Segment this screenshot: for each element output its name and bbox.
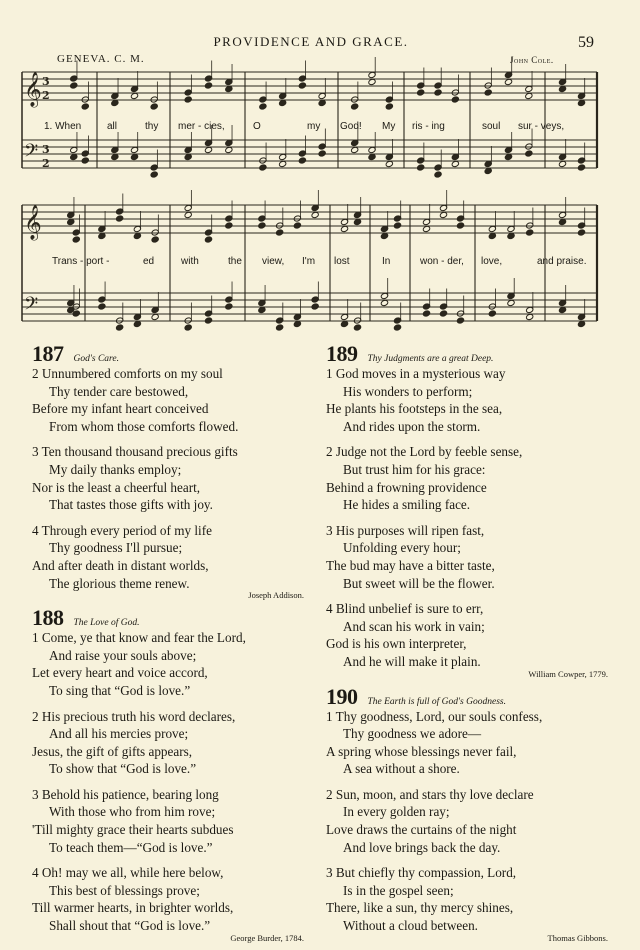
note-head bbox=[451, 160, 459, 167]
lyric-syllable: My bbox=[382, 121, 396, 132]
verse-line: 4 Oh! may we all, while here below, bbox=[32, 865, 224, 881]
verse-line: 2 Sun, moon, and stars thy love declare bbox=[326, 786, 534, 802]
note-head bbox=[353, 324, 361, 331]
note-head bbox=[225, 146, 233, 153]
verse-line: A sea without a shore. bbox=[343, 761, 460, 777]
note-head bbox=[311, 211, 319, 218]
verse-line: 3 But chiefly thy compassion, Lord, bbox=[326, 865, 517, 881]
note-head bbox=[417, 164, 425, 171]
note-head bbox=[225, 303, 233, 310]
note-head bbox=[279, 99, 287, 106]
hymn-attribution: Thomas Gibbons. bbox=[547, 932, 608, 943]
treble-clef: 𝄞 bbox=[24, 72, 42, 107]
verse-line: 1 Thy goodness, Lord, our souls confess, bbox=[326, 708, 543, 724]
note-head bbox=[259, 103, 267, 110]
note-head bbox=[151, 236, 159, 243]
note-head bbox=[417, 89, 425, 96]
note-head bbox=[318, 150, 326, 157]
left-column bbox=[32, 343, 304, 950]
clefs bbox=[24, 72, 50, 319]
note-head bbox=[340, 320, 348, 327]
lyric-syllable: thy bbox=[145, 121, 159, 132]
verse-line: 3 His purposes will ripen fast, bbox=[326, 522, 485, 538]
lyric-syllable: soul bbox=[482, 121, 501, 132]
note-head bbox=[298, 82, 306, 89]
lyric-syllable: Trans - port - bbox=[52, 256, 110, 267]
verse-line: And scan his work in vain; bbox=[343, 618, 485, 634]
verse-line: To teach them—“God is love.” bbox=[49, 839, 213, 855]
time-signature: 3 bbox=[42, 75, 50, 88]
hymn-attribution: George Burder, 1784. bbox=[230, 932, 304, 943]
note-head bbox=[488, 232, 496, 239]
note-head bbox=[293, 320, 301, 327]
note-head bbox=[70, 153, 78, 160]
lyric-syllable: I'm bbox=[302, 256, 316, 267]
lyric-syllable: O bbox=[253, 121, 261, 132]
note-head bbox=[558, 85, 566, 92]
stanza bbox=[32, 864, 304, 934]
note-head bbox=[81, 157, 89, 164]
note-head bbox=[353, 218, 361, 225]
note-head bbox=[456, 222, 464, 229]
hymn-attribution: William Cowper, 1779. bbox=[528, 668, 608, 679]
note-head bbox=[422, 310, 430, 317]
note-head bbox=[116, 324, 124, 331]
verse-line: To sing that “God is love.” bbox=[49, 682, 191, 698]
note-head bbox=[133, 320, 141, 327]
verse-line: God is his own interpreter, bbox=[326, 636, 467, 652]
note-head bbox=[204, 146, 212, 153]
hymn-heading bbox=[32, 607, 304, 629]
note-head bbox=[116, 215, 124, 222]
stanza bbox=[32, 443, 304, 513]
note-head bbox=[385, 103, 393, 110]
verse-line: 2 Unnumbered comforts on my soul bbox=[32, 366, 223, 381]
stanza bbox=[326, 443, 608, 513]
note-head bbox=[150, 171, 158, 178]
verse-line: The glorious theme renew. bbox=[49, 575, 190, 591]
verse-line: In every golden ray; bbox=[343, 804, 450, 820]
verse-line: My daily thanks employ; bbox=[49, 461, 182, 477]
time-signature: 2 bbox=[42, 157, 50, 170]
verse-line: And all his mercies prove; bbox=[49, 726, 189, 742]
verse-line: From whom those comforts flowed. bbox=[49, 418, 239, 434]
lyric-syllable: won - der, bbox=[420, 256, 464, 267]
verse-line: Love draws the curtains of the night bbox=[326, 822, 517, 838]
note-head bbox=[184, 153, 192, 160]
hymn-189 bbox=[326, 343, 608, 680]
stanza bbox=[326, 600, 608, 670]
note-head bbox=[577, 99, 585, 106]
note-head bbox=[184, 96, 192, 103]
stanza bbox=[326, 708, 608, 778]
verse-line: His wonders to perform; bbox=[343, 383, 473, 399]
hymn-title: The Earth is full of God's Goodness. bbox=[367, 696, 506, 707]
right-column bbox=[326, 343, 608, 950]
verse-line: And he will make it plain. bbox=[343, 653, 481, 669]
verse-line: But sweet will be the flower. bbox=[343, 575, 495, 591]
hymn-heading bbox=[326, 343, 608, 365]
note-head bbox=[351, 103, 359, 110]
lyric-syllable: view, bbox=[262, 256, 285, 267]
verse-line: 1 Come, ye that know and fear the Lord, bbox=[32, 630, 246, 646]
note-head bbox=[298, 157, 306, 164]
note-head bbox=[504, 153, 512, 160]
bass-clef: 𝄢 bbox=[24, 141, 39, 166]
verse-line: 1 God moves in a mysterious way bbox=[326, 366, 506, 381]
note-head bbox=[259, 164, 267, 171]
verse-line: 4 Blind unbelief is sure to err, bbox=[326, 601, 484, 617]
stanza bbox=[326, 786, 608, 856]
note-head bbox=[526, 229, 534, 236]
note-head bbox=[380, 299, 388, 306]
verse-line: And love brings back the day. bbox=[343, 839, 501, 855]
note-head bbox=[130, 92, 138, 99]
stanza bbox=[326, 522, 608, 592]
hymn-attribution: Joseph Addison. bbox=[248, 590, 304, 601]
lyric-syllable: In bbox=[382, 256, 391, 267]
verse-line: He plants his footsteps in the sea, bbox=[326, 401, 503, 417]
page-number: 59 bbox=[578, 34, 594, 51]
note-head bbox=[422, 225, 430, 232]
lyric-syllable: sur - veys, bbox=[518, 121, 565, 132]
note-head bbox=[351, 146, 359, 153]
note-head bbox=[456, 317, 464, 324]
stanza bbox=[32, 708, 304, 778]
verse-line: A spring whose blessings never fail, bbox=[326, 743, 517, 759]
note-head bbox=[577, 320, 585, 327]
verse-line: Nor is the least a cheerful heart, bbox=[32, 479, 201, 495]
verse-line: Till warmer hearts, in brighter worlds, bbox=[32, 900, 234, 916]
note-head bbox=[67, 218, 75, 225]
hymn-heading bbox=[32, 343, 304, 365]
note-heads bbox=[67, 57, 586, 331]
note-head bbox=[577, 229, 585, 236]
lyric-syllable: ris - ing bbox=[412, 121, 445, 132]
lyric-syllable: mer - cies, bbox=[178, 121, 225, 132]
note-head bbox=[204, 317, 212, 324]
note-head bbox=[507, 232, 515, 239]
stanza bbox=[32, 522, 304, 592]
note-head bbox=[111, 153, 119, 160]
hymn-number: 188 bbox=[32, 605, 64, 631]
stanza bbox=[32, 365, 304, 435]
lyric-syllable: and praise. bbox=[537, 256, 587, 267]
note-head bbox=[225, 222, 233, 229]
note-head bbox=[184, 211, 192, 218]
staff-lines bbox=[22, 72, 597, 321]
note-head bbox=[393, 324, 401, 331]
note-head bbox=[276, 229, 284, 236]
time-signature: 2 bbox=[42, 89, 50, 102]
lyric-syllable: love, bbox=[481, 256, 503, 267]
note-head bbox=[504, 78, 512, 85]
hymn-190 bbox=[326, 683, 608, 944]
verse-line: This best of blessings prove; bbox=[49, 882, 200, 898]
stanza bbox=[32, 786, 304, 856]
tune-name: GENEVA. C. M. bbox=[57, 53, 145, 65]
time-signature: 3 bbox=[42, 143, 50, 156]
note-head bbox=[204, 82, 212, 89]
verse-line: Without a cloud between. bbox=[343, 918, 478, 934]
verse-line: 2 His precious truth his word declares, bbox=[32, 708, 236, 724]
note-head bbox=[434, 89, 442, 96]
verse-line: Thy goodness I'll pursue; bbox=[49, 540, 183, 556]
verse-line: Unfolding every hour; bbox=[343, 540, 461, 556]
note-head bbox=[150, 103, 158, 110]
note-head bbox=[525, 92, 533, 99]
note-head bbox=[276, 324, 284, 331]
note-head bbox=[340, 225, 348, 232]
note-head bbox=[451, 96, 459, 103]
bar-lines bbox=[22, 72, 597, 321]
note-head bbox=[439, 211, 447, 218]
note-head bbox=[385, 160, 393, 167]
verse-line: Before my infant heart conceived bbox=[32, 401, 209, 417]
verse-line: Jesus, the gift of gifts appears, bbox=[32, 743, 193, 759]
lyric-syllable: with bbox=[181, 256, 199, 267]
hymn-title: Thy Judgments are a great Deep. bbox=[367, 354, 494, 364]
stanza bbox=[326, 365, 608, 435]
verse-line: Thy goodness we adore— bbox=[343, 726, 482, 742]
note-head bbox=[111, 99, 119, 106]
verse-line: And rides upon the storm. bbox=[343, 418, 481, 434]
note-head bbox=[81, 103, 89, 110]
note-head bbox=[311, 303, 319, 310]
lyric-syllable: ed bbox=[143, 256, 155, 267]
verse-line: Shall shout that “God is love.” bbox=[49, 918, 211, 934]
note-head bbox=[526, 313, 534, 320]
lyric-syllable: 1. When bbox=[44, 121, 82, 132]
note-head bbox=[434, 171, 442, 178]
note-head bbox=[558, 306, 566, 313]
verse-line: That tastes those gifts with joy. bbox=[49, 497, 213, 513]
note-head bbox=[130, 153, 138, 160]
verse-line: Is in the gospel seen; bbox=[343, 882, 454, 898]
lyric-syllable: the bbox=[228, 256, 242, 267]
verse-line: There, like a sun, thy mercy shines, bbox=[326, 900, 514, 916]
music-score bbox=[0, 0, 640, 340]
verse-line: And raise your souls above; bbox=[49, 647, 197, 663]
page-header: PROVIDENCE AND GRACE. bbox=[213, 34, 409, 49]
verse-line: Let every heart and voice accord, bbox=[32, 665, 208, 681]
note-head bbox=[368, 153, 376, 160]
composer-credit: John Cole. bbox=[510, 55, 554, 65]
verse-line: Thy tender care bestowed, bbox=[49, 383, 189, 399]
note-head bbox=[577, 164, 585, 171]
treble-clef: 𝄞 bbox=[24, 205, 42, 240]
note-head bbox=[484, 167, 492, 174]
verse-line: 4 Through every period of my life bbox=[32, 522, 212, 538]
note-head bbox=[380, 232, 388, 239]
hymn-187 bbox=[32, 343, 304, 601]
note-head bbox=[98, 232, 106, 239]
note-head bbox=[507, 299, 515, 306]
note-head bbox=[525, 150, 533, 157]
verse-line: 3 Behold his patience, bearing long bbox=[32, 786, 219, 802]
note-head bbox=[133, 232, 141, 239]
lyric-syllable: all bbox=[107, 121, 118, 132]
hymn-number: 187 bbox=[32, 341, 64, 366]
hymn-188 bbox=[32, 607, 304, 944]
note-head bbox=[72, 236, 80, 243]
hymn-title: God's Care. bbox=[73, 354, 119, 364]
note-head bbox=[70, 82, 78, 89]
stanza bbox=[326, 864, 608, 934]
note-head bbox=[258, 306, 266, 313]
note-head bbox=[368, 78, 376, 85]
verse-line: To show that “God is love.” bbox=[49, 761, 197, 777]
note-head bbox=[558, 160, 566, 167]
lyric-syllable: lost bbox=[334, 256, 350, 267]
note-head bbox=[279, 160, 287, 167]
hymn-title: The Love of God. bbox=[73, 618, 140, 629]
note-head bbox=[318, 99, 326, 106]
note-head bbox=[204, 236, 212, 243]
verse-line: Behind a frowning providence bbox=[326, 479, 487, 495]
note-head bbox=[184, 324, 192, 331]
note-head bbox=[558, 218, 566, 225]
bass-clef: 𝄢 bbox=[24, 294, 39, 319]
verse-line: He hides a smiling face. bbox=[343, 497, 471, 513]
note-head bbox=[439, 310, 447, 317]
note-head bbox=[151, 313, 159, 320]
stanza bbox=[32, 629, 304, 699]
verse-line: But trust him for his grace: bbox=[343, 461, 486, 477]
lyric-syllable: my bbox=[307, 121, 321, 132]
verse-line: 'Till mighty grace their hearts subdues bbox=[32, 822, 234, 838]
verse-line: And after death in distant worlds, bbox=[32, 557, 209, 573]
verse-line: With those who from him rove; bbox=[49, 804, 216, 820]
note-head bbox=[484, 89, 492, 96]
note-head bbox=[225, 85, 233, 92]
verse-line: The bud may have a bitter taste, bbox=[326, 557, 495, 573]
note-head bbox=[393, 222, 401, 229]
hymn-number: 189 bbox=[326, 341, 358, 366]
note-head bbox=[98, 303, 106, 310]
hymn-number: 190 bbox=[326, 683, 358, 709]
lyric-syllable: God! bbox=[340, 121, 362, 132]
verse-line: 3 Ten thousand thousand precious gifts bbox=[32, 444, 238, 460]
note-head bbox=[488, 310, 496, 317]
note-head bbox=[258, 222, 266, 229]
verse-line: 2 Judge not the Lord by feeble sense, bbox=[326, 444, 523, 460]
hymn-heading bbox=[326, 683, 608, 709]
note-head bbox=[293, 222, 301, 229]
